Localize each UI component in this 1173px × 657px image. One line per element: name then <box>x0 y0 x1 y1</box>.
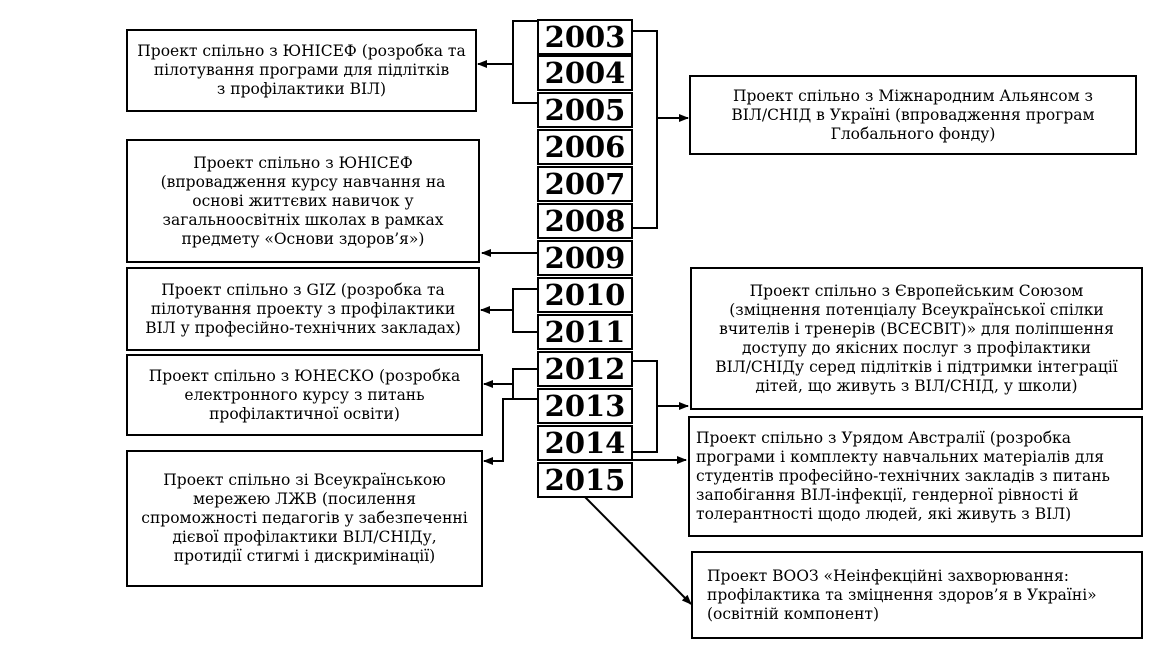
project-plhiv-network: Проект спільно зі Всеукраїнською мережею ЛЖВ (посилення спроможності педагогів у забезпеченні дієвої профілактики ВІЛ/СНІДу, протидії стигмі і дискримінації) <box>126 450 483 587</box>
arrow-who <box>585 497 691 604</box>
year-2008: 2008 <box>537 203 633 239</box>
project-eu: Проект спільно з Європейським Союзом (зміцнення потенціалу Всеукраїнської спілки вчителів і тренерів (ВСЕСВІТ)» для поліпшення доступу до якісних послуг з профілактики ВІЛ/СНІДу серед підлітків і підтримки інтеграції дітей, що живуть з ВІЛ/СНІД, у школи) <box>690 267 1143 410</box>
year-2014: 2014 <box>537 425 633 461</box>
year-2010: 2010 <box>537 277 633 313</box>
year-2012: 2012 <box>537 351 633 387</box>
year-2006: 2006 <box>537 129 633 165</box>
year-2009: 2009 <box>537 240 633 276</box>
year-2004: 2004 <box>537 55 633 91</box>
project-unicef-2009: Проект спільно з ЮНІСЕФ (впровадження курсу навчання на основі життєвих навичок у загальноосвітніх школах в рамках предмету «Основи здоров’я») <box>126 139 480 263</box>
year-2007: 2007 <box>537 166 633 202</box>
project-unesco: Проект спільно з ЮНЕСКО (розробка електронного курсу з питань профілактичної освіти) <box>126 354 483 436</box>
bracket-2010-2011 <box>513 289 537 332</box>
year-2005: 2005 <box>537 92 633 128</box>
year-2003: 2003 <box>537 19 633 55</box>
arrow-plhiv <box>484 399 513 461</box>
year-2011: 2011 <box>537 314 633 350</box>
project-unicef-2003-2005: Проект спільно з ЮНІСЕФ (розробка та пілотування програми для підлітків з профілактики ВІЛ) <box>126 29 477 112</box>
project-who: Проект ВООЗ «Неінфекційні захворювання: профілактика та зміцнення здоров’я в Україні» (освітній компонент) <box>691 551 1143 639</box>
project-alliance: Проект спільно з Міжнародним Альянсом з ВІЛ/СНІД в Україні (впровадження програм Глобального фонду) <box>689 75 1137 155</box>
year-2013: 2013 <box>537 388 633 424</box>
project-australia: Проект спільно з Урядом Австралії (розробка програми і комплекту навчальних матеріалів для студентів професійно-технічних закладів з питань запобігання ВІЛ-інфекції, гендерної рівності й толерантності щодо людей, які живуть з ВІЛ) <box>688 416 1143 537</box>
year-2015: 2015 <box>537 462 633 498</box>
bracket-2003-2008 <box>633 31 657 228</box>
bracket-2012-2014 <box>633 361 657 452</box>
project-giz: Проект спільно з GIZ (розробка та пілотування проекту з профілактики ВІЛ у професійно-технічних закладах) <box>126 267 480 351</box>
bracket-2003-2005 <box>513 21 537 103</box>
bracket-2012-2013 <box>513 369 537 399</box>
